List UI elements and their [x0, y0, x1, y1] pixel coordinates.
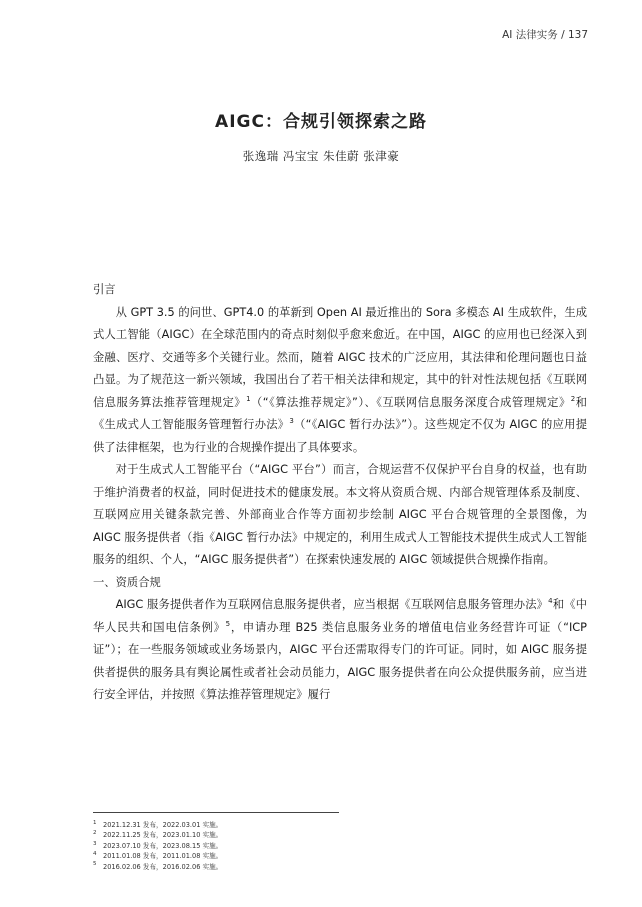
- section-1-paragraph-1: [93, 594, 587, 707]
- footnote-ref-3[interactable]: 3: [289, 417, 294, 426]
- footnote-item: 1 2021.12.31 发布，2022.03.01 实施。: [93, 819, 223, 829]
- footnote-divider: [93, 812, 339, 813]
- text-run: 和《生成式人工智能服务管理暂行办法》: [93, 395, 587, 431]
- footnote-ref-1[interactable]: 1: [246, 394, 251, 403]
- intro-paragraph-1: [93, 302, 587, 460]
- section-1-heading: 一、资质合规: [93, 575, 161, 589]
- text-run: 和《中华人民共和国电信条例》: [93, 598, 587, 634]
- footnotes: [93, 820, 393, 872]
- footnote-ref-5[interactable]: 5: [225, 619, 231, 628]
- footnote-item: 3 2023.07.10 发布，2023.08.15 实施。: [93, 840, 223, 850]
- text-run: （“《AIGC 暂行办法》”）。这些规定不仅为 AIGC 的应用提供了法律框架，也为行业的合规操作提出了具体要求。: [93, 418, 587, 454]
- footnote-text: 2021.12.31 发布，2022.03.01 实施。: [103, 821, 223, 829]
- footnote-text: 2023.07.10 发布，2023.08.15 实施。: [103, 841, 223, 850]
- footnote-item: 2 2022.11.25 发布，2023.01.10 实施。: [93, 830, 223, 840]
- footnote-ref-4[interactable]: 4: [548, 597, 553, 606]
- article-title: AIGC：合规引领探索之路: [215, 112, 427, 132]
- author-list: 张逸瑞 冯宝宝 朱佳蔚 张津豪: [242, 149, 400, 163]
- footnote-ref-2[interactable]: 2: [570, 394, 576, 403]
- intro-paragraph-2: 对于生成式人工智能平台（“AIGC 平台”）而言，合规运营不仅保护平台自身的权益，也有助于维护消费者的权益，同时促进技术的健康发展。本文将从资质合规、内部合规管理体系及制度、互联网应用关键条款完善、外部商业合作等方面初步绘制 AIGC 平台合规管理的全景图像，为 AIGC 服务提供者（指《AIGC 暂行办法》中规定的，利用生成式人工智能技术提供生成式人工智能服务的组织、个人，“AIGC 服务提供者”）在探索快速发展的 AIGC 领域提供合规操作指南。: [93, 463, 587, 566]
- footnote-text: 2022.11.25 发布，2023.01.10 实施。: [103, 831, 223, 840]
- running-head: AI 法律实务 / 137: [502, 29, 588, 41]
- intro-heading: 引言: [93, 283, 116, 296]
- text-run: 从 GPT 3.5 的问世、GPT4.0 的革新到 Open AI 最近推出的 Sora 多模态 AI 生成软件，生成式人工智能（AIGC）在全球范围内的奇点时刻似乎愈来愈近。在中国，AIGC 的应用也已经深入到金融、医疗、交通等多个关键行业。然而，随着 AIGC 技术的广泛应用，其法律和伦理问题也日益凸显。为了规范这一新兴领域，我国出台了若干相关法律和规定，其中的针对性法规包括《互联网信息服务算法推荐管理规定》: [93, 305, 587, 409]
- footnote-item: 4 2011.01.08 发布，2011.01.08 实施。: [93, 851, 223, 861]
- footnote-text: 2011.01.08 发布，2011.01.08 实施。: [103, 852, 223, 861]
- text-run: ，申请办理 B25 类信息服务业务的增值电信业务经营许可证（“ICP 证”）；在一些服务领域或业务场景内，AIGC 平台还需取得专门的许可证。同时，如 AIGC 服务提供者提供的服务具有舆论属性或者社会动员能力，AIGC 服务提供者在向公众提供服务前，应当进行安全评估，并按照《算法推荐管理规定》履行: [93, 620, 587, 701]
- article-body: [93, 279, 587, 707]
- text-run: （“《算法推荐规定》”）、《互联网信息服务深度合成管理规定》: [250, 395, 571, 409]
- footnote-text: 2016.02.06 发布，2016.02.06 实施。: [103, 862, 223, 871]
- text-run: AIGC 服务提供者作为互联网信息服务提供者，应当根据《互联网信息服务管理办法》: [115, 598, 549, 611]
- footnote-item: 5 2016.02.06 发布，2016.02.06 实施。: [93, 861, 223, 871]
